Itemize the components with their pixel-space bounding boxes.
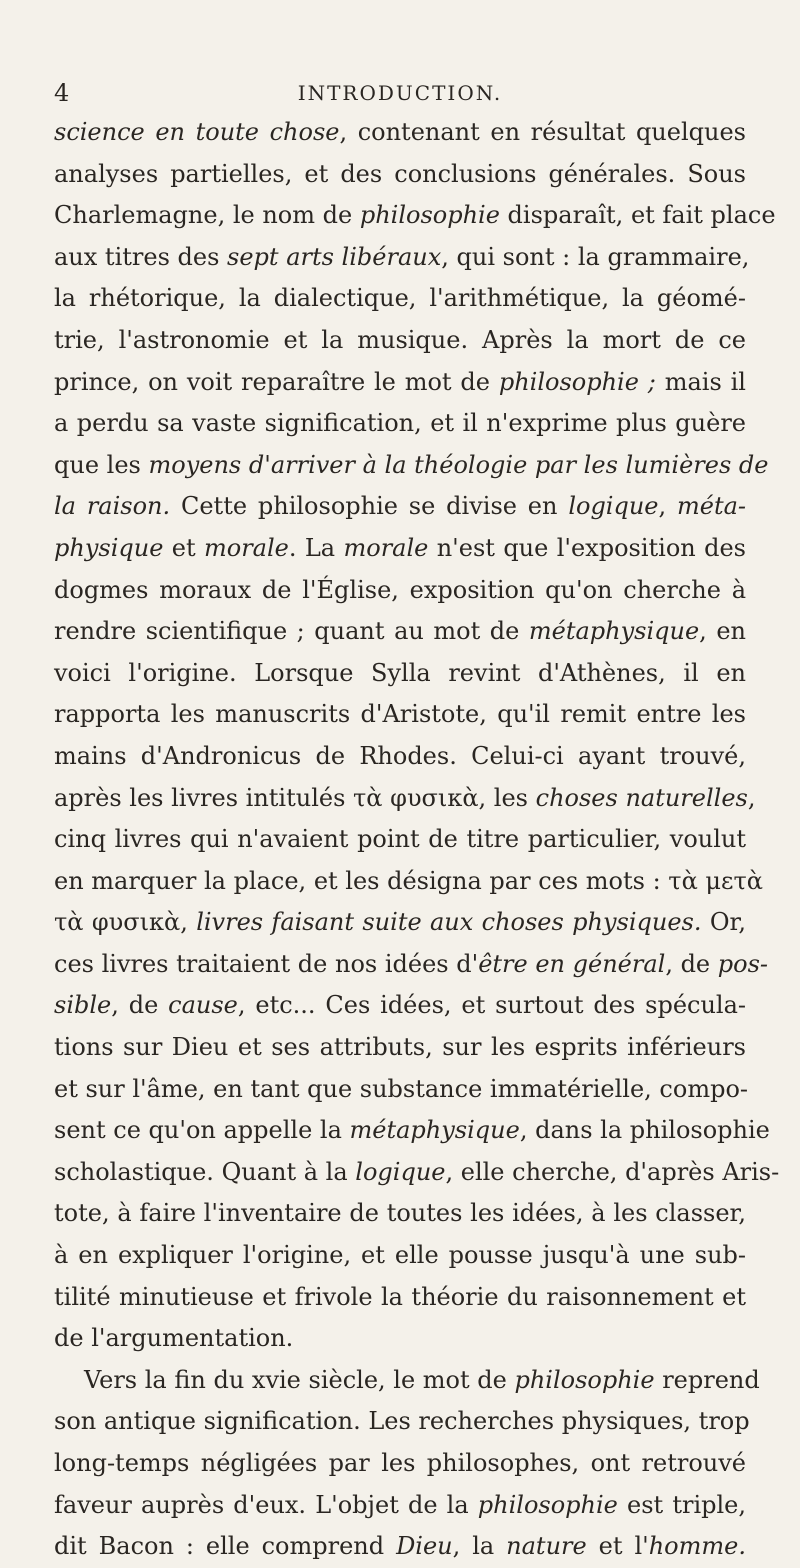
text-segment: a perdu sa vaste signification, et il n'exprime plus guère <box>54 409 746 438</box>
text-line <box>54 1110 770 1152</box>
text-segment: tote, à faire l'inventaire de toutes les idées, à les classer, <box>54 1199 746 1228</box>
text-line <box>54 985 746 1027</box>
text-segment: rendre scientifique ; quant au mot de <box>54 617 529 646</box>
italic-text: philosophie ; <box>498 367 656 396</box>
italic-text: philosophie <box>477 1490 618 1519</box>
text-segment: de l'argumentation. <box>54 1324 294 1353</box>
text-segment: mains d'Andronicus de Rhodes. Celui-ci ayant trouvé, <box>54 741 746 770</box>
text-line <box>54 528 746 570</box>
text-segment: , de <box>111 991 169 1020</box>
italic-text: philosophie <box>359 201 500 230</box>
text-line <box>54 1069 746 1111</box>
text-segment: . La <box>288 533 344 562</box>
text-line <box>54 736 746 778</box>
italic-text: choses naturelles <box>535 783 748 812</box>
text-line <box>54 1485 746 1527</box>
text-segment: prince, on voit reparaître le mot de <box>54 367 499 396</box>
text-segment: son antique signification. Les recherches physiques, trop <box>54 1407 750 1436</box>
text-line <box>54 1027 746 1069</box>
text-segment: scholastique. Quant à la <box>54 1157 356 1186</box>
italic-text: physique <box>54 533 164 562</box>
text-segment: dit Bacon : elle comprend <box>54 1532 397 1561</box>
text-line <box>54 1277 746 1319</box>
text-segment: reprend <box>654 1365 760 1394</box>
text-line <box>54 1193 746 1235</box>
italic-text: morale <box>204 533 289 562</box>
text-segment: analyses partielles, et des conclusions générales. Sous <box>54 159 746 188</box>
text-segment: à en expliquer l'origine, et elle pousse jusqu'à une sub- <box>54 1241 746 1270</box>
italic-text: logique <box>355 1157 446 1186</box>
italic-text: métaphysique <box>528 617 700 646</box>
italic-text: livres faisant suite aux choses physiques. <box>196 908 702 937</box>
text-segment: τὰ φυσικὰ, <box>54 908 197 937</box>
text-line <box>54 1443 746 1485</box>
italic-text: pos- <box>717 949 769 978</box>
text-segment: Vers la fin du xvie siècle, le mot de <box>84 1365 515 1394</box>
text-line <box>54 486 746 528</box>
text-segment: Or, <box>701 908 746 937</box>
page-header <box>54 76 746 110</box>
text-segment: rapporta les manuscrits d'Aristote, qu'il remit entre les <box>54 700 746 729</box>
text-segment: est triple, <box>617 1490 746 1519</box>
text-segment: Cette philosophie se divise en <box>170 492 569 521</box>
text-line <box>54 1235 746 1277</box>
text-line <box>54 819 746 861</box>
text-segment: ces livres traitaient de nos idées d' <box>54 949 479 978</box>
text-segment: , qui sont : la grammaire, <box>441 242 750 271</box>
text-segment: disparaît, et fait place <box>499 201 776 230</box>
text-segment: tions sur Dieu et ses attributs, sur les esprits inférieurs <box>54 1033 746 1062</box>
text-segment: la rhétorique, la dialectique, l'arithmétique, la géomé- <box>54 284 746 313</box>
text-segment: sent ce qu'on appelle la <box>54 1116 350 1145</box>
italic-text: cause <box>168 991 238 1020</box>
text-line <box>54 195 776 237</box>
text-segment: , elle cherche, d'après Aris- <box>445 1157 780 1186</box>
italic-text: homme. <box>648 1532 746 1561</box>
text-line <box>54 1526 746 1568</box>
text-line <box>54 778 756 820</box>
text-segment: mais il <box>655 367 746 396</box>
italic-text: moyens d'arriver à la théologie par les lumières de <box>148 450 769 479</box>
text-segment: , etc... Ces idées, et surtout des spécula- <box>237 991 747 1020</box>
text-line <box>54 570 746 612</box>
text-line <box>54 362 746 404</box>
text-segment: faveur auprès d'eux. L'objet de la <box>54 1490 478 1519</box>
text-segment: cinq livres qui n'avaient point de titre particulier, voulut <box>54 825 746 854</box>
text-segment: en marquer la place, et les désigna par ces mots : τὰ μετὰ <box>54 866 763 895</box>
text-segment: , la <box>452 1532 507 1561</box>
text-segment: , <box>747 783 756 812</box>
text-segment: long-temps négligées par les philosophes, ont retrouvé <box>54 1449 746 1477</box>
text-segment: , <box>658 492 677 521</box>
text-segment: dogmes moraux de l'Église, exposition qu'on cherche à <box>54 575 746 604</box>
body-text <box>54 112 780 1568</box>
italic-text: science en toute chose <box>54 118 340 146</box>
text-line <box>54 445 769 487</box>
italic-text: philosophie <box>514 1365 655 1394</box>
running-head: INTRODUCTION. <box>297 81 503 105</box>
text-line <box>54 653 746 695</box>
italic-text: métaphysique <box>349 1116 520 1145</box>
text-segment: , contenant en résultat quelques <box>339 118 746 146</box>
text-segment: que les <box>54 450 149 479</box>
text-line <box>54 112 746 154</box>
text-segment: et l' <box>586 1532 649 1561</box>
text-line <box>54 1318 746 1360</box>
text-segment: et sur l'âme, en tant que substance immatérielle, compo- <box>54 1074 748 1103</box>
text-line <box>54 278 746 320</box>
text-line <box>54 1401 750 1443</box>
text-line <box>54 611 746 653</box>
text-segment: tilité minutieuse et frivole la théorie du raisonnement et <box>54 1282 746 1311</box>
text-segment: , de <box>665 949 718 978</box>
text-line <box>54 902 746 944</box>
text-line <box>54 944 769 986</box>
italic-text: méta- <box>676 492 747 521</box>
text-segment: n'est que l'exposition des <box>428 533 746 562</box>
italic-text: nature <box>506 1532 587 1561</box>
italic-text: Dieu <box>396 1532 453 1561</box>
text-line <box>54 403 746 445</box>
text-line <box>54 861 763 903</box>
text-segment: , dans la philosophie <box>519 1116 770 1145</box>
page-number: 4 <box>54 79 70 107</box>
italic-text: être en général <box>478 949 666 978</box>
text-segment: aux titres des <box>54 242 228 271</box>
text-line <box>54 1360 760 1402</box>
text-line <box>54 1152 780 1194</box>
text-line <box>54 237 750 279</box>
text-line <box>54 320 746 362</box>
text-segment: après les livres intitulés τὰ φυσικὰ, les <box>54 783 536 812</box>
italic-text: sible <box>54 991 112 1020</box>
italic-text: la raison. <box>54 492 171 521</box>
text-segment: et <box>163 533 204 562</box>
italic-text: morale <box>343 533 429 562</box>
text-segment: , en <box>699 617 746 646</box>
italic-text: sept arts libéraux <box>227 242 442 271</box>
text-segment: voici l'origine. Lorsque Sylla revint d'Athènes, il en <box>54 658 746 687</box>
text-segment: Charlemagne, le nom de <box>54 201 360 230</box>
italic-text: logique <box>568 492 659 521</box>
text-line <box>54 694 746 736</box>
text-line <box>54 154 746 196</box>
text-segment: trie, l'astronomie et la musique. Après la mort de ce <box>54 325 746 354</box>
